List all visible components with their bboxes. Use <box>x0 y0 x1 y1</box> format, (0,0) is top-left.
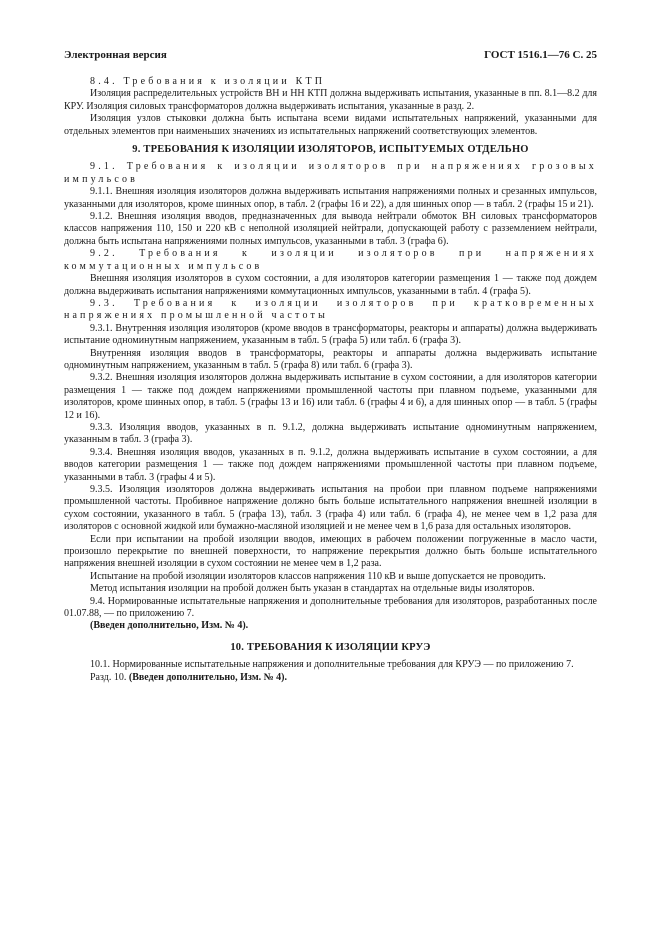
subsection-9-3-title: 9.3. Требования к изоляции изоляторов при кратковременных напряжениях промышленной частоты <box>64 297 597 322</box>
paragraph-9-1-1: 9.1.1. Внешняя изоляция изоляторов должна выдерживать испытания напряжениями полных и срезанных импульсов, указанными для изоляторов, кроме шинных опор, в табл. 2 (графы 16 и 22), а для шинных опор — в табл. 2 (графы 15 и 21). <box>64 186 597 210</box>
paragraph-9-3-3: 9.3.3. Изоляция вводов, указанных в п. 9.1.2, должна выдерживать испытание одноминутным напряжением, указанным в табл. 3 (графа 3). <box>64 421 597 446</box>
header-standard-page: ГОСТ 1516.1—76 С. 25 <box>484 49 597 61</box>
page-body <box>64 76 597 684</box>
section-9-heading: 9. ТРЕБОВАНИЯ К ИЗОЛЯЦИИ ИЗОЛЯТОРОВ, ИСПЫТУЕМЫХ ОТДЕЛЬНО <box>132 144 529 156</box>
section-10-heading: 10. ТРЕБОВАНИЯ К ИЗОЛЯЦИИ КРУЭ <box>230 641 431 653</box>
paragraph-9-3-4: 9.3.4. Внешняя изоляция вводов, указанных в п. 9.1.2, должна выдерживать испытание в сухом состоянии, а для вводов категории размещения 1 — также под дождем напряжениями промышленной частоты при плавном подъеме, указанными в табл. 3 (графы 4 и 5). <box>64 446 597 483</box>
subsection-9-2-title: 9.2. Требования к изоляции изоляторов при напряжениях коммутационных импульсов <box>64 248 597 272</box>
paragraph-9-1-2: 9.1.2. Внешняя изоляция вводов, предназначенных для вывода нейтрали обмоток ВН силовых трансформаторов классов напряжения 110, 150 и 220 кВ с неполной изоляцией нейтрали, допускающей работу с разземлением нейтрали, должна быть испытана напряжениями полных импульсов, указанными в табл. 3 (графа 6). <box>64 211 597 247</box>
paragraph-9-3-5: 9.3.5. Изоляция изоляторов должна выдерживать испытания на пробои при плавном подъеме напряжениями промышленной частоты. Пробивное напряжение должно быть больше испытательного напряжения внешней изоляции в сухом состоянии, указанного в табл. 5 (графа 13), табл. 3 (графа 4) или табл. 6 (графа 4), не менее чем в 1,2 раза для изоляторов с основной жидкой или бумажно-масляной изоляцией и не менее чем в 1,6 раза для остальных изоляторов. <box>64 484 597 533</box>
amendment-note-section-10 <box>64 672 597 684</box>
paragraph-8-4-2: Изоляция узлов стыковки должна быть испытана всеми видами испытательных напряжений, указанными для отдельных элементов при наименьших значениях из испытательных напряжений соответствующих элементов. <box>64 113 597 137</box>
paragraph-10-1: 10.1. Нормированные испытательные напряжения и дополнительные требования для КРУЭ — по приложению 7. <box>90 659 574 671</box>
paragraph-9-4: 9.4. Нормированные испытательные напряжения и дополнительные требования для изоляторов, разработанных после 01.07.88, — по приложению 7. <box>64 595 597 620</box>
header-electronic-version: Электронная версия <box>64 49 167 61</box>
paragraph-9-3-2: 9.3.2. Внешняя изоляция изоляторов должна выдерживать испытание в сухом состоянии, а для изоляторов категории размещения 1 — также под дождем напряжениями промышленной частоты при плавном подъеме, указанными для изоляторов, кроме шинных опор, в табл. 5 (графы 13 и 16) или табл. 6 (графы 4 и 6), а для шинных опор — в табл. 5 (графы 12 и 16). <box>64 372 597 421</box>
paragraph-9-3-1: 9.3.1. Внутренняя изоляция изоляторов (кроме вводов в трансформаторы, реакторы и аппараты) должна выдерживать испытание одноминутным напряжением, указанным в табл. 5 (графа 5) или табл. 6 (графа 3). <box>64 322 597 347</box>
amendment-note-9-4 <box>64 620 597 632</box>
amendment-note-9-4-text: (Введен дополнительно, Изм. № 4). <box>90 620 249 632</box>
amendment-note-10-text: (Введен дополнительно, Изм. № 4). <box>128 671 288 683</box>
paragraph-9-3-5b: Если при испытании на пробой изоляции вводов, имеющих в рабочем положении погруженные в масло части, произошло перекрытие по внешней поверхности, то напряжение перекрытия должно быть больше испытательного напряжения внешней изоляции в сухом состоянии не менее чем в 1,2 раза. <box>64 533 597 570</box>
paragraph-9-2: Внешняя изоляция изоляторов в сухом состоянии, а для изоляторов категории размещения 1 — также под дождем должна выдерживать испытания напряжениями коммутационных импульсов, указанными в табл. 4 (графа 5). <box>64 273 597 297</box>
paragraph-8-4-1: Изоляция распределительных устройств ВН и НН КТП должна выдерживать испытания, указанные в пп. 8.1—8.2 для КРУ. Изоляция силовых трансформаторов должна выдерживать испытания, указанные в разд. 2. <box>64 88 597 112</box>
paragraph-9-3-1b: Внутренняя изоляция вводов в трансформаторы, реакторы и аппараты должна выдерживать испытание одноминутным напряжением, указанным в табл. 5 (графа 8) или табл. 6 (графа 3). <box>64 347 597 371</box>
subsection-8-4-title: 8.4. Требования к изоляции КТП <box>90 76 326 87</box>
paragraph-9-3-5d: Метод испытания изоляции на пробой должен быть указан в стандартах на отдельные виды изоляторов. <box>90 583 535 595</box>
paragraph-9-3-5c: Испытание на пробой изоляции изоляторов классов напряжения 110 кВ и выше допускается не проводить. <box>90 570 546 582</box>
razd-10-label: Разд. 10. <box>90 671 127 683</box>
subsection-9-1-title: 9.1. Требования к изоляции изоляторов при напряжениях грозовых импульсов <box>64 161 597 185</box>
